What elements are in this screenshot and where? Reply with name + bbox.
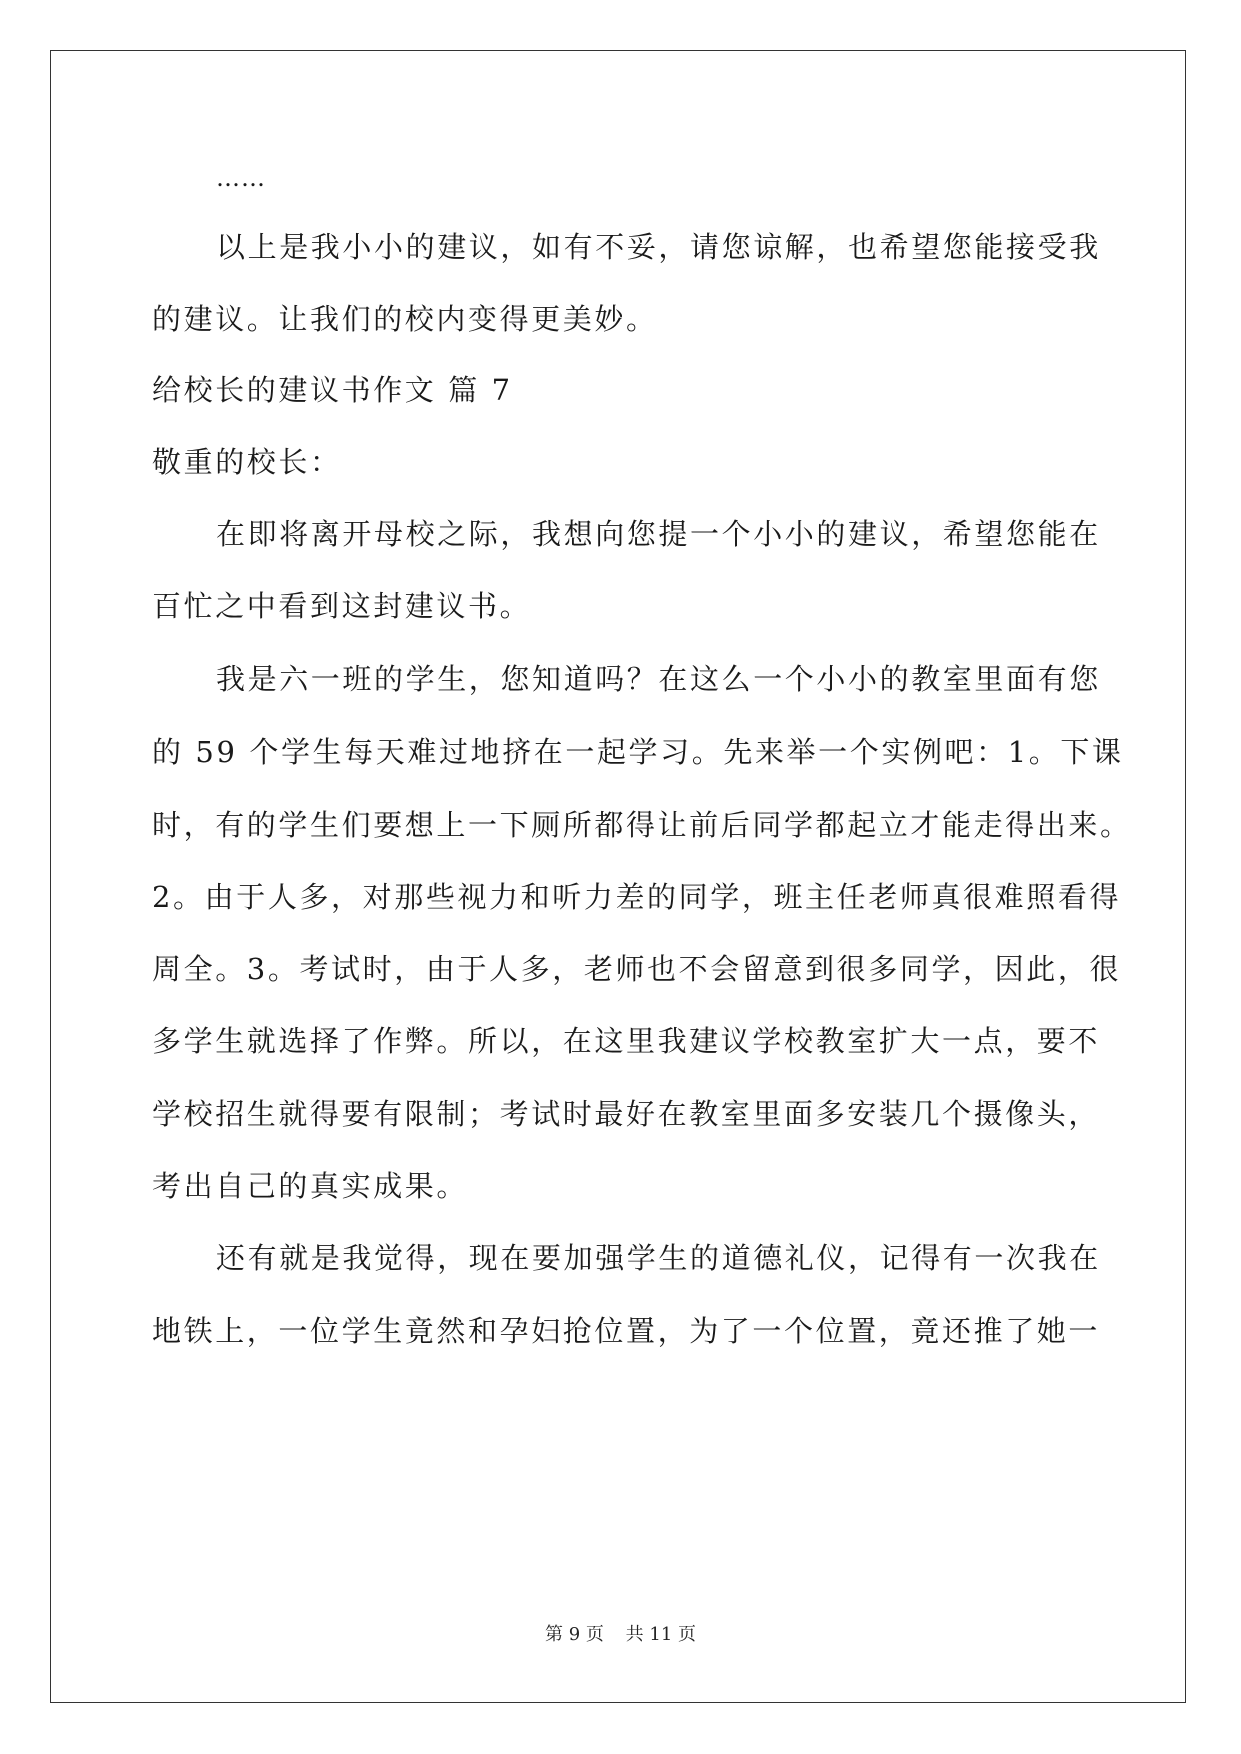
paragraph-line: 还有就是我觉得，现在要加强学生的道德礼仪，记得有一次我在 [216, 1241, 1101, 1275]
paragraph-line: 我是六一班的学生，您知道吗？在这么一个小小的教室里面有您 [216, 662, 1101, 696]
paragraph-line: 的建议。让我们的校内变得更美妙。 [152, 302, 658, 336]
paragraph-line: 2。由于人多，对那些视力和听力差的同学，班主任老师真很难照看得 [152, 880, 1122, 914]
page-number-total: 共 11 页 [625, 1624, 696, 1645]
ellipsis-line: …… [216, 164, 266, 192]
paragraph-line: 百忙之中看到这封建议书。 [152, 589, 532, 623]
section-heading: 给校长的建议书作文 篇 7 [152, 373, 513, 407]
paragraph-line: 多学生就选择了作弊。所以，在这里我建议学校教室扩大一点，要不 [152, 1024, 1101, 1058]
paragraph-line: 以上是我小小的建议，如有不妥，请您谅解，也希望您能接受我 [216, 230, 1101, 264]
page-number-current: 第 9 页 [545, 1624, 604, 1645]
salutation: 敬重的校长： [152, 445, 342, 479]
paragraph-line: 的 59 个学生每天难过地挤在一起学习。先来举一个实例吧：1。下课 [152, 735, 1124, 769]
paragraph-line: 学校招生就得要有限制；考试时最好在教室里面多安装几个摄像头， [152, 1097, 1101, 1131]
paragraph-line: 考出自己的真实成果。 [152, 1169, 469, 1203]
paragraph-line: 时，有的学生们要想上一下厕所都得让前后同学都起立才能走得出来。 [152, 808, 1132, 842]
paragraph-line: 在即将离开母校之际，我想向您提一个小小的建议，希望您能在 [216, 517, 1101, 551]
page-footer [0, 1620, 1241, 1646]
paragraph-line: 地铁上，一位学生竟然和孕妇抢位置，为了一个位置，竟还推了她一 [152, 1314, 1101, 1348]
paragraph-line: 周全。3。考试时，由于人多，老师也不会留意到很多同学，因此，很 [152, 952, 1122, 986]
